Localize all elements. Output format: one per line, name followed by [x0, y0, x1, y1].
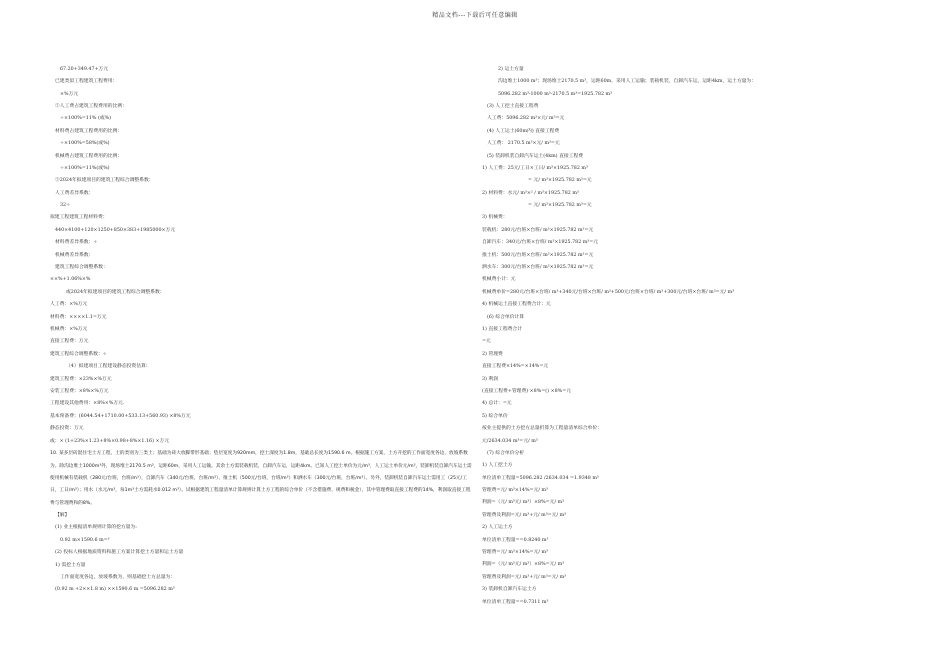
- left-line: ÷×100%=58%(或%): [60, 141, 110, 147]
- right-line: 利润=（元/ m³元/ m³）×8%=元/ m³: [482, 500, 565, 506]
- right-line: 管理费=元/ m³×14%=元/ m³: [482, 550, 548, 556]
- right-line: (3) 人工挖土直接工程费: [487, 103, 539, 109]
- left-line: （4）拟建项目工程建设静态投资估算：: [66, 364, 151, 370]
- left-line: 直接工程费：万元: [50, 339, 89, 345]
- left-line: ××%+1.06%×%: [50, 277, 91, 283]
- right-line: =元: [482, 339, 491, 345]
- left-solution-line: 工作面宽度各边，放坡系数为，则基础挖土方总量为：: [60, 574, 176, 580]
- left-line: ×%万元: [60, 91, 79, 97]
- right-line: (4) 人工运土(60m内) 直接工程费: [487, 128, 560, 134]
- left-line: 人工费差异系数：: [55, 190, 94, 196]
- left-line: 人工费：×%万元: [50, 302, 88, 308]
- right-line: 1) 人工挖土方: [482, 463, 513, 469]
- right-line: 4) 总计：=元: [482, 401, 512, 407]
- page-header: 精品文档---下载后可任意编辑: [432, 12, 518, 19]
- left-line: 建筑工程综合调整系数：÷: [50, 351, 107, 357]
- left-line: 材料费差异系数：÷: [55, 240, 98, 246]
- left-line: 32÷: [60, 203, 71, 209]
- left-line: 工程建设其他费用：×8%×%万元.: [50, 401, 125, 407]
- left-solution-line: (0.92 m +2××1.8 m) ××1590.6 m =5096.282 m³: [55, 587, 175, 593]
- right-line: 1) 直接工程费合计: [482, 327, 523, 332]
- left-top-lines: [50, 64, 475, 448]
- right-line: 单位清单工程量==0.8240 m³: [482, 537, 549, 543]
- right-line: 单位清单工程量==0.7311 m³: [482, 599, 549, 605]
- right-line: (6) 综合单价计算: [487, 314, 525, 320]
- left-solution-line: 0.92 m×1590.6 m=³: [60, 537, 110, 543]
- left-line: 440×4100+120×1250+850×383+1985000×万元: [55, 227, 176, 233]
- right-line: (5) 装卸机装自卸汽车运土(4km) 直接工程费: [487, 153, 584, 159]
- right-line: = 元/ m³×1925.782 m³=元: [528, 203, 592, 209]
- right-line: 1) 人工费：25元/工日×工日/ m³×1925.782 m³: [482, 165, 588, 171]
- left-bottom-lines: [50, 510, 475, 597]
- left-line: 静态投资：万元: [50, 426, 84, 432]
- left-line: ÷×100%=11%(或%): [60, 165, 110, 171]
- right-line: 2) 材料费：水元/ m³×² / m³×1925.782 m³: [482, 190, 579, 196]
- left-line: 建筑工程费：×23%×%万元: [50, 376, 112, 382]
- left-line: 建筑工程综合调整系数：: [55, 265, 108, 271]
- right-line: (直接工程费+管理费) ×8%=() ×8%=元: [482, 388, 572, 394]
- right-line: 3) 装卸机自卸汽车运土方: [482, 587, 537, 593]
- problem-paragraph: 10. 某多层砖混住宅土方工程，土的类别为三类土；基础为砖大放脚带形基础；垫层宽度为920mm，挖土深度为1.8m，基础总长度为1590.6 m。根据施工方案，土方开挖的工作面宽度各边，放坡系数为。除沟边堆土1000m³外，现场堆土2170.5 m³，运距60m，采用人工运输。其余土方需装载机装，自卸汽车运，运距4km。已知人工挖土单价为元/m³，人工运土单价元/m³，装卸机装自卸汽车运土需使用机械有装载机（280元/台班，台班/m³），自卸汽车（340元/台班，台班/m³）、推土机（500元/台班，台班/m³）和洒水车（300元/台班，台班/m³）。另外，装卸机装自卸汽车运土需用工（25元/工日，工日/m³）；用水（水元/m³，每1m³土方需耗水0.012 m³）。试根据建筑工程量清单计算规则计算土方工程的综合单价（不含措施费、规费和税金），其中管理费取直接工程费的14%，利润取直接工程费与管理费和的8%。: [50, 451, 472, 506]
- right-line: 5) 综合单价: [482, 413, 508, 419]
- right-line: = 元/ m³×1925.782 m³=元: [528, 178, 592, 184]
- left-solution-line: 1) 需挖土方量: [55, 562, 86, 568]
- left-line: 材料费占建筑工程费用的比例：: [55, 128, 123, 134]
- right-line: 沟边堆土1000 m³；现场堆土2170.5 m³，运距60m，采用人工运输；装载机装，自卸汽车运，运距4km，运土方量为：: [498, 79, 757, 85]
- right-line: 人工费： 2170.5 m³×元/ m³=元: [487, 141, 560, 147]
- left-line: 机械费差异系数：: [55, 252, 94, 258]
- right-line: 按业主提供的土方挖方总量折算为工程量清单综合单价：: [482, 426, 602, 432]
- right-line: 元/2634.034 m³=元/ m³: [482, 438, 538, 444]
- right-line: 管理费及利润=元/ m³+元/ m³=元/ m³: [482, 512, 567, 518]
- left-line: ②人工费占建筑工程费用的比例：: [55, 103, 127, 109]
- right-line: 4) 机械运土直接工程费合计：元: [482, 302, 551, 308]
- left-line: 拟建工程建筑工程材料费：: [50, 215, 108, 221]
- left-solution-line: (2) 投标人根据地质资料和施工方案计算挖土方量和运土方量: [55, 550, 184, 556]
- left-solution-line: 【解】: [55, 512, 70, 518]
- left-line: 已建类似工程建筑工程费用：: [55, 79, 118, 85]
- right-line: 3) 机械费：: [482, 215, 508, 221]
- right-line: 管理费=元/ m³×14%=元/ m³: [482, 488, 548, 494]
- left-column: [50, 64, 475, 597]
- right-line: 人工费：5096.282 m³×元/ m³=元: [487, 116, 565, 122]
- right-line: 单位清单工程量=5096.282 /2634.034 =1.9348 m³: [482, 475, 599, 481]
- right-line: 利润=（元/ m³元/ m³）×8%=元/ m³: [482, 562, 565, 568]
- right-line: 机械费单价=280元/台班×台班/ m³+340元/台班×台班/ m³+500元/台班×台班/ m³+300元/台班×台班/ m³=元/ m³: [482, 289, 735, 295]
- left-line: ÷×100%=11% (或%): [60, 116, 112, 122]
- right-line: 管理费及利润=元/ m³+元/ m³=元/ m³: [482, 574, 567, 580]
- right-line: 直接工程费×14%=×14%=元: [482, 364, 549, 370]
- left-solution-line: (1) 业主根据清单规则计算的挖方量为:: [55, 525, 137, 531]
- left-line: 机械费占建筑工程费用的比例：: [55, 153, 123, 159]
- right-line: 洒水车：300元/台班×台班/ m³×1925.782 m³=元: [482, 265, 594, 271]
- left-line: 基本预备费：(6044.54+1710.00+533.13+560.93) ×8%万元: [50, 413, 191, 419]
- left-line: 或2024年拟建项目的建筑工程综合调整系数：: [66, 289, 165, 295]
- right-line: 2) 管理费: [482, 351, 503, 357]
- right-line: 2) 运土方量: [498, 66, 524, 72]
- left-line: 材料费：××××1.1=万元: [50, 314, 107, 320]
- left-line: ③2024年拟建项目的建筑工程综合调整系数：: [55, 178, 154, 184]
- right-line: 5096.282 m³-1000 m³-2170.5 m³=1925.782 m³: [498, 91, 613, 97]
- right-line: 推土机：500元/台班×台班/ m³×1925.782 m³=元: [482, 252, 594, 258]
- left-line: 安装工程费：×8%×%万元: [50, 388, 109, 394]
- right-line: 自卸汽车：340元/台班×台班/ m³×1925.782 m³=元: [482, 240, 599, 246]
- right-line: 装载机：280元/台班×台班/ m³×1925.782 m³=元: [482, 227, 594, 233]
- right-lines: [482, 64, 897, 609]
- right-line: 3) 利润: [482, 376, 499, 382]
- right-line: (7) 综合单价分析: [487, 450, 525, 456]
- right-column: [482, 64, 897, 609]
- left-line: 67.20+349.47+万元: [60, 66, 109, 72]
- right-line: 2) 人工运土方: [482, 525, 513, 531]
- left-line: 或：× (1+23%×1.23+8%×0.98+8%×1.16) ×万元: [50, 438, 170, 444]
- right-line: 机械费小计：元: [482, 277, 516, 283]
- left-line: 机械费：×%万元: [50, 327, 88, 332]
